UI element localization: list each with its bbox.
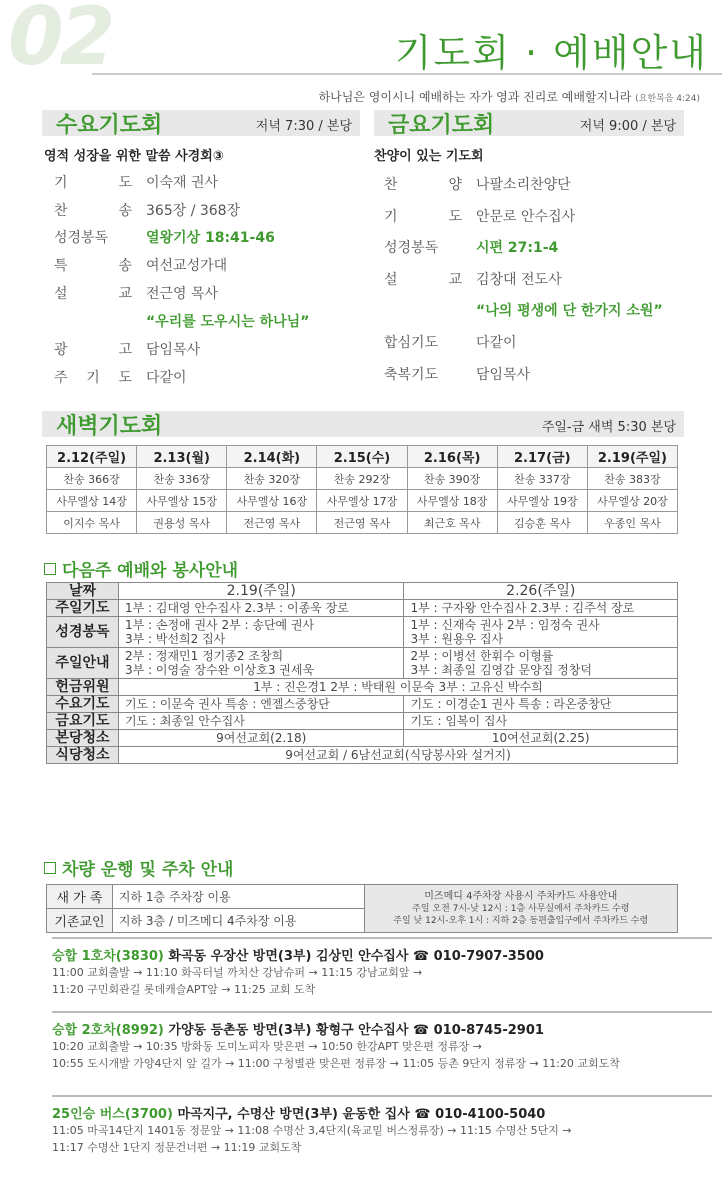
program-label: 설 교 [54,286,132,302]
dawn-day: 2.19(주일) [587,446,677,468]
parking-card-note [364,885,677,933]
service-line: 3부 : 박선희2 집사 [124,632,226,646]
program-label: 기 도 [384,209,462,225]
date-column-1: 2.19(주일) [118,583,404,600]
program-value: 안문로 안수집사 [476,209,576,225]
service-line: 기도 : 최종일 안수집사 [124,714,245,728]
service-value [118,713,404,730]
bus-route [52,937,712,998]
service-line: 1부 : 김대영 안수집사 2.3부 : 이종욱 장로 [124,601,349,615]
service-line: 기도 : 임복이 집사 [410,714,508,728]
wed-title: 수요기도회 [56,113,163,138]
bus-phone: ☎ 010-4100-5040 [414,1107,546,1122]
program-label: 성경봉독 [384,240,439,256]
car-title-text: 차량 운행 및 주차 안내 [62,860,234,880]
program-value: 김창대 전도사 [476,272,562,288]
wed-subtitle: 영적 성장을 위한 말씀 사경회③ [44,149,224,164]
bus-name: 승합 1호차(3830) [52,949,164,964]
dawn-hymn: 찬송 292장 [317,468,407,490]
service-value [118,648,404,679]
service-label: 식당청소 [47,747,119,764]
service-value [118,617,404,648]
dawn-hymn: 찬송 336장 [137,468,227,490]
fri-header [374,110,684,136]
service-line: 2부 : 정재민1 정기종2 조창희 [124,649,284,663]
service-line: 3부 : 원용우 집사 [410,632,504,646]
program-label: 찬 양 [384,177,462,193]
program-value: 시편 27:1-4 [476,240,559,256]
verse-text: 하나님은 영이시니 예배하는 자가 영과 진리로 예배할지니라 [318,90,632,104]
bus-phone: ☎ 010-7907-3500 [412,949,544,964]
member-label: 기존교인 [47,909,113,933]
dawn-day: 2.15(수) [317,446,407,468]
dawn-preacher: 최근호 목사 [407,512,497,534]
dawn-scripture: 사무엘상 16장 [227,490,317,512]
dawn-preacher: 우종인 목사 [587,512,677,534]
bus-name: 25인승 버스(3700) [52,1107,173,1122]
program-value: “나의 평생에 단 한가지 소원” [476,303,663,319]
program-value: 다같이 [476,335,517,351]
service-line: 1부 : 구자왕 안수집사 2.3부 : 김주석 장로 [410,601,635,615]
dawn-time: 주일-금 새벽 5:30 본당 [541,420,676,435]
dawn-table [46,445,678,534]
service-label: 금요기도 [47,713,119,730]
dawn-header [42,411,684,437]
service-value [404,696,678,713]
section-box-icon [44,563,56,575]
service-line: 기도 : 이경순1 권사 특송 : 라온중창단 [410,697,612,711]
dawn-hymn: 찬송 366장 [47,468,137,490]
program-value: 365장 / 368장 [146,203,241,219]
bus-stop-line: 11:20 구민회관길 롯데캐슬APT앞 → 11:25 교회 도착 [52,983,316,996]
service-line: 2부 : 이병선 한휘수 이형률 [410,649,554,663]
bus-stop-line: 11:17 수명산 1단지 정문건너편 → 11:19 교회도착 [52,1141,302,1154]
bus-header [52,1103,712,1122]
service-value: 9여선교회(2.18) [118,730,404,747]
service-label: 주일기도 [47,600,119,617]
program-label: 성경봉독 [54,230,109,246]
bus-stop-line: 11:05 마곡14단지 1401동 정문앞 → 11:08 수명산 3,4단지(육교밑 버스정류장) → 11:15 수명산 5단지 → [52,1124,572,1137]
dawn-day: 2.13(월) [137,446,227,468]
dawn-scripture: 사무엘상 18장 [407,490,497,512]
bus-driver: 황형구 안수집사 [315,1023,409,1038]
bus-driver: 윤동한 집사 [342,1107,410,1122]
program-value: 열왕기상 18:41-46 [146,230,275,246]
service-line: 3부 : 최종일 김영갑 문양집 정창덕 [410,663,592,677]
dawn-scripture: 사무엘상 15장 [137,490,227,512]
section-box-icon [44,862,56,874]
bus-driver: 김상민 안수집사 [315,949,409,964]
bus-route [52,1095,712,1156]
program-value: 나팔소리찬양단 [476,177,571,193]
new-family-parking: 지하 1층 주차장 이용 [112,885,364,909]
service-value: 1부 : 진은경1 2부 : 박태원 이문숙 3부 : 고유신 박수희 [118,679,677,696]
bus-area: 마곡지구, 수명산 방면(3부) [177,1107,338,1122]
dawn-preacher: 전근영 목사 [227,512,317,534]
service-line: 1부 : 손정애 권사 2부 : 송단예 권사 [124,618,315,632]
dawn-scripture: 사무엘상 19장 [497,490,587,512]
page-number: 02 [8,0,112,83]
new-family-label: 새 가 족 [47,885,113,909]
bus-area: 화곡동 우장산 방면(3부) [168,949,312,964]
dawn-scripture: 사무엘상 20장 [587,490,677,512]
bus-stop-line: 10:55 도시개발 가양4단지 앞 길가 → 11:00 구청별관 맞은편 정류장 → 11:05 등촌 9단지 정류장 → 11:20 교회도착 [52,1057,620,1070]
bus-area: 가양동 등촌동 방면(3부) [168,1023,312,1038]
program-value: 여선교성가대 [146,258,228,274]
program-value: 담임목사 [146,342,201,358]
service-value: 10여선교회(2.25) [404,730,678,747]
dawn-hymn: 찬송 320장 [227,468,317,490]
service-value [404,713,678,730]
page-title: 기도회 · 예배안내 [394,31,708,75]
next-title-text: 다음주 예배와 봉사안내 [62,561,239,581]
verse [319,88,700,105]
service-label: 수요기도 [47,696,119,713]
fri-subtitle: 찬양이 있는 기도회 [374,149,484,164]
dawn-day: 2.16(목) [407,446,497,468]
dawn-day: 2.12(주일) [47,446,137,468]
service-label: 본당청소 [47,730,119,747]
dawn-preacher: 전근영 목사 [317,512,407,534]
program-label: 특 송 [54,258,132,274]
dawn-hymn: 찬송 390장 [407,468,497,490]
dawn-preacher: 이지수 목사 [47,512,137,534]
dawn-title: 새벽기도회 [56,414,163,439]
service-value: 9여선교회 / 6남선교회(식당봉사와 설거지) [118,747,677,764]
wed-time: 저녁 7:30 / 본당 [255,119,352,134]
program-value: 이숙재 권사 [146,175,219,191]
dawn-preacher: 권용성 목사 [137,512,227,534]
service-label: 헌금위원 [47,679,119,696]
note-line1: 주일 오전 7시-낮 12시 : 1층 사무실에서 주차카드 수령 [412,903,630,914]
service-value [404,648,678,679]
dawn-scripture: 사무엘상 14장 [47,490,137,512]
service-line: 3부 : 이영술 장수완 이상호3 권세욱 [124,663,315,677]
program-label: 합심기도 [384,335,439,351]
bus-header [52,1019,712,1038]
next-section-title [44,556,238,581]
fri-time: 저녁 9:00 / 본당 [579,119,676,134]
note-line2: 주일 낮 12시-오후 1시 : 지하 2층 동편출입구에서 주차카드 수령 [393,915,649,926]
date-column-2: 2.26(주일) [404,583,678,600]
service-line: 기도 : 이문숙 권사 특송 : 엔젤스중창단 [124,697,330,711]
dawn-preacher: 김승훈 목사 [497,512,587,534]
program-value: 담임목사 [476,367,531,383]
fri-title: 금요기도회 [388,113,495,138]
dawn-day: 2.14(화) [227,446,317,468]
car-section-title [44,855,233,880]
note-title: 미즈메디 4주차장 사용시 주차카드 사용안내 [424,890,618,902]
bus-name: 승합 2호차(8992) [52,1023,164,1038]
program-value: 다같이 [146,370,187,386]
title-divider [92,73,722,75]
bus-stop-line: 10:20 교회출발 → 10:35 방화동 도미노피자 맞은편 → 10:50 한강APT 맞은편 정류장 → [52,1040,482,1053]
bus-route [52,1011,712,1072]
dawn-hymn: 찬송 337장 [497,468,587,490]
dawn-scripture: 사무엘상 17장 [317,490,407,512]
bus-header [52,945,712,964]
bus-stop-line: 11:00 교회출발 → 11:10 화곡터널 까치산 강남슈퍼 → 11:15 강남교회앞 → [52,966,423,979]
service-value [404,617,678,648]
program-label: 광 고 [54,342,132,358]
bus-phone: ☎ 010-8745-2901 [412,1023,544,1038]
wed-header [42,110,360,136]
member-parking: 지하 3층 / 미즈메디 4주차장 이용 [112,909,364,933]
program-label: 설 교 [384,272,462,288]
program-label: 찬 송 [54,203,132,219]
program-value: “우리를 도우시는 하나님” [146,314,310,330]
date-label: 날짜 [47,583,119,600]
service-value [118,600,404,617]
service-line: 1부 : 신재숙 권사 2부 : 임정숙 권사 [410,618,600,632]
service-label: 성경봉독 [47,617,119,648]
program-label: 주 기 도 [54,370,132,386]
program-value: 전근영 목사 [146,286,219,302]
verse-ref: (요한복음 4:24) [635,94,700,104]
parking-table [46,884,678,933]
service-label: 주일안내 [47,648,119,679]
dawn-hymn: 찬송 383장 [587,468,677,490]
service-value [118,696,404,713]
program-label: 기 도 [54,175,132,191]
program-label: 축복기도 [384,367,439,383]
service-table [46,582,678,764]
service-value [404,600,678,617]
dawn-day: 2.17(금) [497,446,587,468]
